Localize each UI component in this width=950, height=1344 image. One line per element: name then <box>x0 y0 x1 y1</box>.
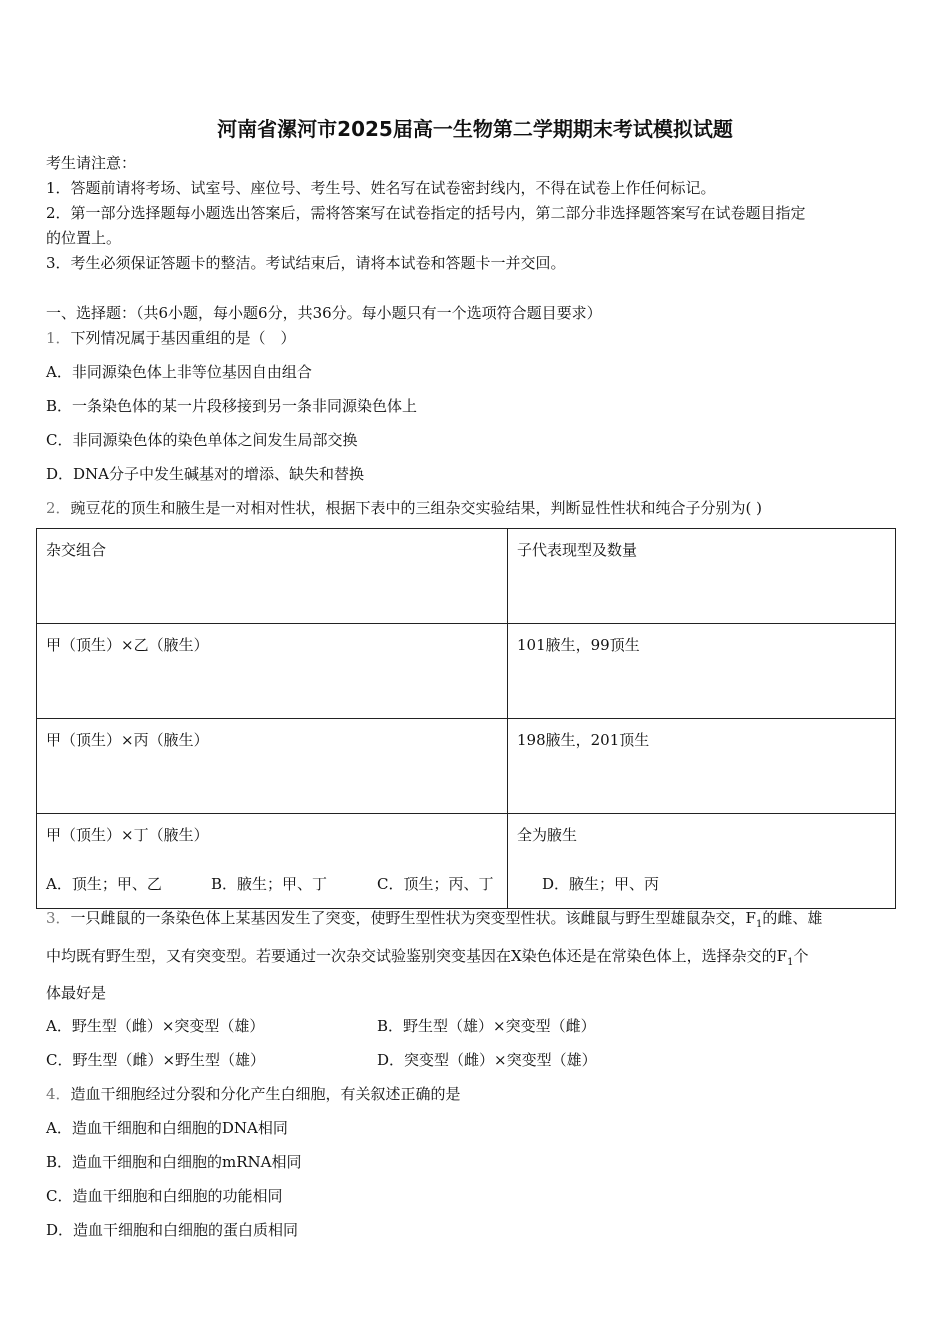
subscript: 1 <box>787 957 794 968</box>
question-4-stem <box>46 1083 461 1104</box>
table-header-row <box>37 529 896 624</box>
question-text: 中均既有野生型，又有突变型。若要通过一次杂交试验鉴别突变基因在X染色体还是在常染色体上，选择杂交的F <box>46 947 788 965</box>
q3-option-c[interactable]: C．野生型（雌）×野生型（雄） <box>46 1051 266 1069</box>
q4-option-b[interactable]: B．造血干细胞和白细胞的mRNA相同 <box>46 1153 302 1171</box>
question-3-stem-line <box>46 907 822 930</box>
question-number: 1． <box>46 329 71 347</box>
table-cell: 甲（顶生）×乙（腋生） <box>37 624 508 719</box>
notice-item: 1．答题前请将考场、试室号、座位号、考生号、姓名写在试卷密封线内，不得在试卷上作任何标记。 <box>46 179 716 197</box>
question-text: 一只雌鼠的一条染色体上某基因发生了突变，使野生型性状为突变型性状。该雌鼠与野生型雄鼠杂交，F <box>70 909 756 927</box>
question-3-stem-line <box>46 945 808 968</box>
question-text: 的雌、雄 <box>762 909 823 927</box>
subscript: 1 <box>755 919 763 930</box>
question-text: 个 <box>793 947 809 965</box>
q2-option-d[interactable]: D．腋生；甲、丙 <box>542 875 660 893</box>
q4-option-a[interactable]: A．造血干细胞和白细胞的DNA相同 <box>46 1119 288 1137</box>
question-text: 下列情况属于基因重组的是（ ） <box>70 329 296 347</box>
table-cell: 甲（顶生）×丙（腋生） <box>37 719 508 814</box>
notice-item: 3．考生必须保证答题卡的整洁。考试结束后，请将本试卷和答题卡一并交回。 <box>46 254 566 272</box>
q4-option-d[interactable]: D．造血干细胞和白细胞的蛋白质相同 <box>46 1221 299 1239</box>
question-2-stem <box>46 497 762 518</box>
q1-option-c[interactable]: C．非同源染色体的染色单体之间发生局部交换 <box>46 431 358 449</box>
q1-option-d[interactable]: D．DNA分子中发生碱基对的增添、缺失和替换 <box>46 465 365 483</box>
notice-heading: 考生请注意： <box>46 154 137 172</box>
table-cell: 101腋生，99顶生 <box>508 624 896 719</box>
table-header-cell: 杂交组合 <box>37 529 508 624</box>
q2-option-b[interactable]: B．腋生；甲、丁 <box>211 875 328 893</box>
question-1-stem <box>46 327 296 348</box>
q1-option-a[interactable]: A．非同源染色体上非等位基因自由组合 <box>46 363 312 381</box>
notice-item: 2．第一部分选择题每小题选出答案后，需将答案写在试卷指定的括号内，第二部分非选择题答案写在试卷题目指定 <box>46 204 806 222</box>
notice-item: 的位置上。 <box>46 229 122 247</box>
table-row <box>37 624 896 719</box>
q2-option-a[interactable]: A．顶生；甲、乙 <box>46 875 162 893</box>
table-row <box>37 719 896 814</box>
question-text: 豌豆花的顶生和腋生是一对相对性状，根据下表中的三组杂交实验结果，判断显性性状和纯合子分别为( ) <box>70 499 763 517</box>
question-text: 造血干细胞经过分裂和分化产生白细胞，有关叙述正确的是 <box>70 1085 461 1103</box>
question-number: 2． <box>46 499 71 517</box>
q3-option-a[interactable]: A．野生型（雌）×突变型（雄） <box>46 1017 265 1035</box>
cross-results-table <box>36 528 896 909</box>
table-header-cell: 子代表现型及数量 <box>508 529 896 624</box>
q1-option-b[interactable]: B．一条染色体的某一片段移接到另一条非同源染色体上 <box>46 397 418 415</box>
table-cell: 全为腋生 <box>508 814 896 909</box>
question-3-stem-line: 体最好是 <box>46 984 107 1002</box>
q3-option-d[interactable]: D．突变型（雌）×突变型（雄） <box>377 1051 597 1069</box>
question-number: 4． <box>46 1085 71 1103</box>
q3-option-b[interactable]: B．野生型（雄）×突变型（雌） <box>377 1017 596 1035</box>
question-number: 3． <box>46 909 71 927</box>
q2-option-c[interactable]: C．顶生；丙、丁 <box>377 875 494 893</box>
table-cell: 甲（顶生）×丁（腋生） <box>37 814 508 909</box>
table-cell: 198腋生，201顶生 <box>508 719 896 814</box>
section-heading: 一、选择题：（共6小题，每小题6分，共36分。每小题只有一个选项符合题目要求） <box>46 304 602 322</box>
table-row <box>37 814 896 909</box>
q4-option-c[interactable]: C．造血干细胞和白细胞的功能相同 <box>46 1187 283 1205</box>
page-title: 河南省漯河市2025届高一生物第二学期期末考试模拟试题 <box>217 117 733 141</box>
